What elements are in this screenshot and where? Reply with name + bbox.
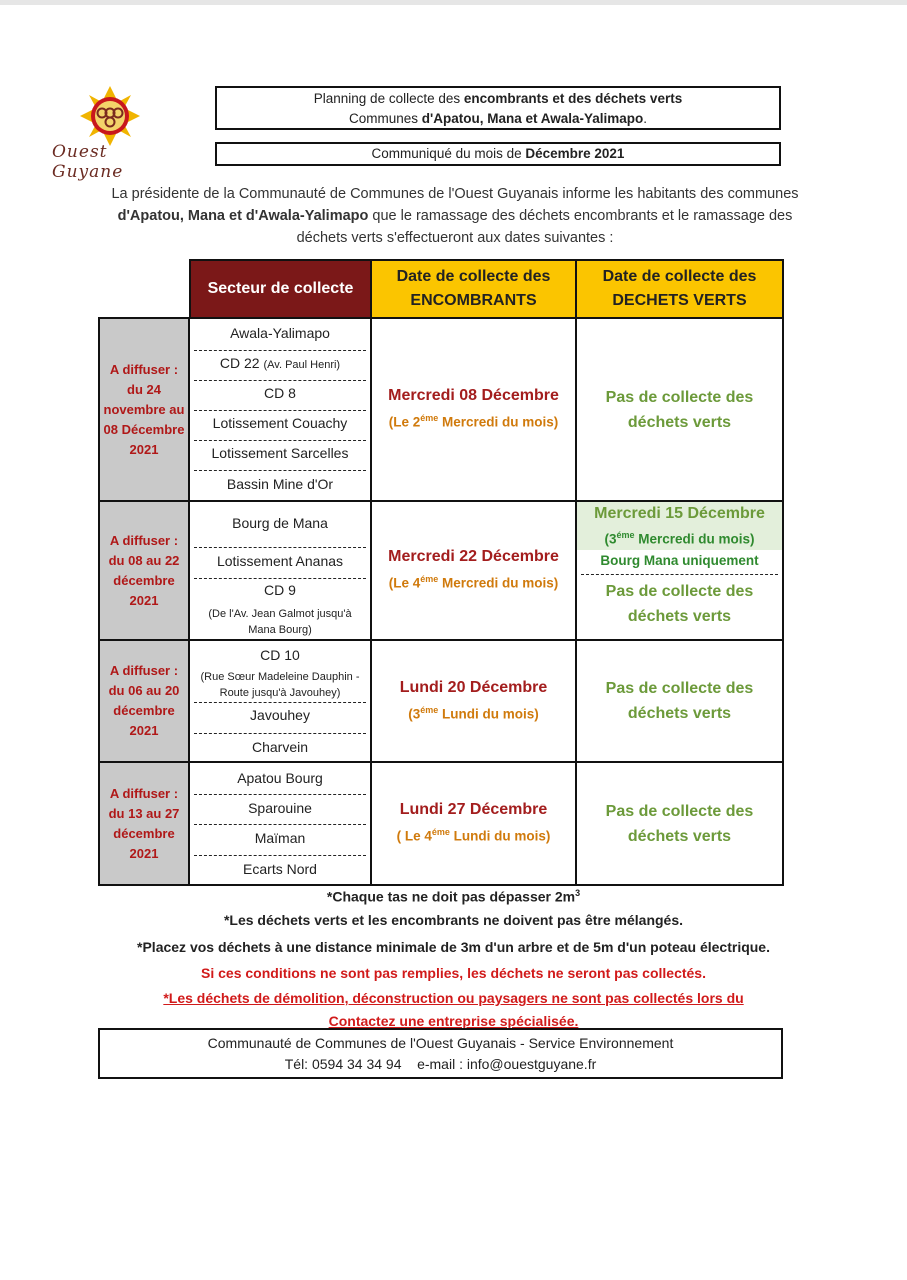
footer-org: Communauté de Communes de l'Ouest Guyanais - Service Environnement	[207, 1035, 674, 1051]
diffuse-period-2: A diffuser : du 08 au 22 décembre 2021	[98, 500, 190, 641]
sector-item: CD 8	[264, 385, 296, 401]
note-no-mixing: *Les déchets verts et les encombrants ne doivent pas être mélangés.	[223, 912, 684, 928]
footer-email: e-mail : info@ouestguyane.fr	[417, 1056, 597, 1072]
sector-item: CD 22 (Av. Paul Henri)	[219, 355, 341, 371]
sector-item: CD 9	[264, 582, 296, 598]
sector-item: Lotissement Ananas	[216, 553, 344, 569]
sector-item: Javouhey	[250, 707, 310, 723]
title-box	[215, 86, 781, 130]
title-line-2: Communes d'Apatou, Mana et Awala-Yalimapo.	[348, 111, 648, 126]
dechets-verts-4: Pas de collecte des déchets verts	[575, 761, 784, 886]
encombrants-date-1: Mercredi 08 Décembre (Le $2^{éme}$ Mercredi du mois)	[370, 317, 577, 502]
note-contact-company: Contactez une entreprise spécialisée.	[328, 1013, 579, 1028]
sectors-group-4	[188, 761, 372, 886]
logo-text: Ouest Guyane	[52, 142, 124, 182]
dechets-verts-3: Pas de collecte des déchets verts	[575, 639, 784, 763]
sector-item: Ecarts Nord	[243, 861, 317, 877]
dechets-verts-1: Pas de collecte des déchets verts	[575, 317, 784, 502]
sector-item: Awala-Yalimapo	[230, 325, 330, 341]
header-encombrants: Date de collecte des ENCOMBRANTS	[370, 259, 577, 319]
sector-item: Maïman	[254, 830, 306, 846]
sector-item: CD 10	[260, 647, 300, 663]
sector-item: Charvein	[251, 739, 309, 755]
dechets-verts-2: Mercredi 15 Décembre ($3^{éme}$ Mercredi du mois) Bourg Mana uniquement Pas de collecte des déchets verts	[575, 500, 784, 641]
header-dechets-verts: Date de collecte des DECHETS VERTS	[575, 259, 784, 319]
note-demolition: *Les déchets de démolition, déconstruction ou paysagers ne sont pas collectés lors du	[163, 990, 744, 1006]
sector-item: Bourg de Mana	[232, 515, 328, 531]
header-sector: Secteur de collecte	[189, 259, 372, 319]
note-distance: *Placez vos déchets à une distance minimale de 3m d'un arbre et de 5m d'un poteau électrique.	[137, 939, 770, 955]
sectors-group-3	[188, 639, 372, 763]
diffuse-period-3: A diffuser : du 06 au 20 décembre 2021	[98, 639, 190, 763]
sectors-group-1	[188, 317, 372, 502]
footer-contact	[100, 1054, 781, 1075]
encombrants-date-4: Lundi 27 Décembre ( Le $4^{éme}$ Lundi du mois)	[370, 761, 577, 886]
sector-item: Lotissement Sarcelles	[211, 445, 349, 461]
dv-divider	[581, 574, 778, 575]
sector-item-note: (Rue Sœur Madeleine Dauphin - Route jusqu'à Javouhey)	[200, 671, 360, 699]
sector-item: Apatou Bourg	[237, 770, 323, 786]
sector-item: Sparouine	[248, 800, 312, 816]
dv-special-highlight: Mercredi 15 Décembre ($3^{éme}$ Mercredi du mois)	[577, 502, 782, 550]
title-line-1: Planning de collecte des encombrants et des déchets verts	[313, 91, 683, 106]
diffuse-period-4: A diffuser : du 13 au 27 décembre 2021	[98, 761, 190, 886]
top-border	[0, 0, 907, 5]
sector-item: Lotissement Couachy	[212, 415, 348, 431]
sector-item-note: (De l'Av. Jean Galmot jusqu'à Mana Bourg)	[208, 608, 352, 636]
encombrants-date-2: Mercredi 22 Décembre (Le $4^{éme}$ Mercredi du mois)	[370, 500, 577, 641]
note-conditions: Si ces conditions ne sont pas remplies, les déchets ne seront pas collectés.	[201, 965, 706, 981]
note-size-limit: *Chaque tas ne doit pas dépasser $2m^3$	[326, 888, 581, 905]
footer-tel: Tél: 0594 34 34 94	[284, 1056, 402, 1072]
communique-box: Communiqué du mois de Décembre 2021	[215, 142, 781, 166]
encombrants-date-3: Lundi 20 Décembre ($3^{éme}$ Lundi du mois)	[370, 639, 577, 763]
sector-item: Bassin Mine d'Or	[226, 476, 334, 492]
diffuse-period-1: A diffuser : du 24 novembre au 08 Décembre 2021	[98, 317, 190, 502]
intro-paragraph: La présidente de la Communauté de Communes de l'Ouest Guyanais informe les habitants des communes d'Apatou, Mana et d'Awala-Yalimapo que le ramassage des déchets encombrants et le ramassage des déchets verts s'effectueront aux dates suivantes :	[111, 186, 799, 246]
footer-box	[98, 1028, 783, 1079]
sectors-group-2	[188, 500, 372, 641]
